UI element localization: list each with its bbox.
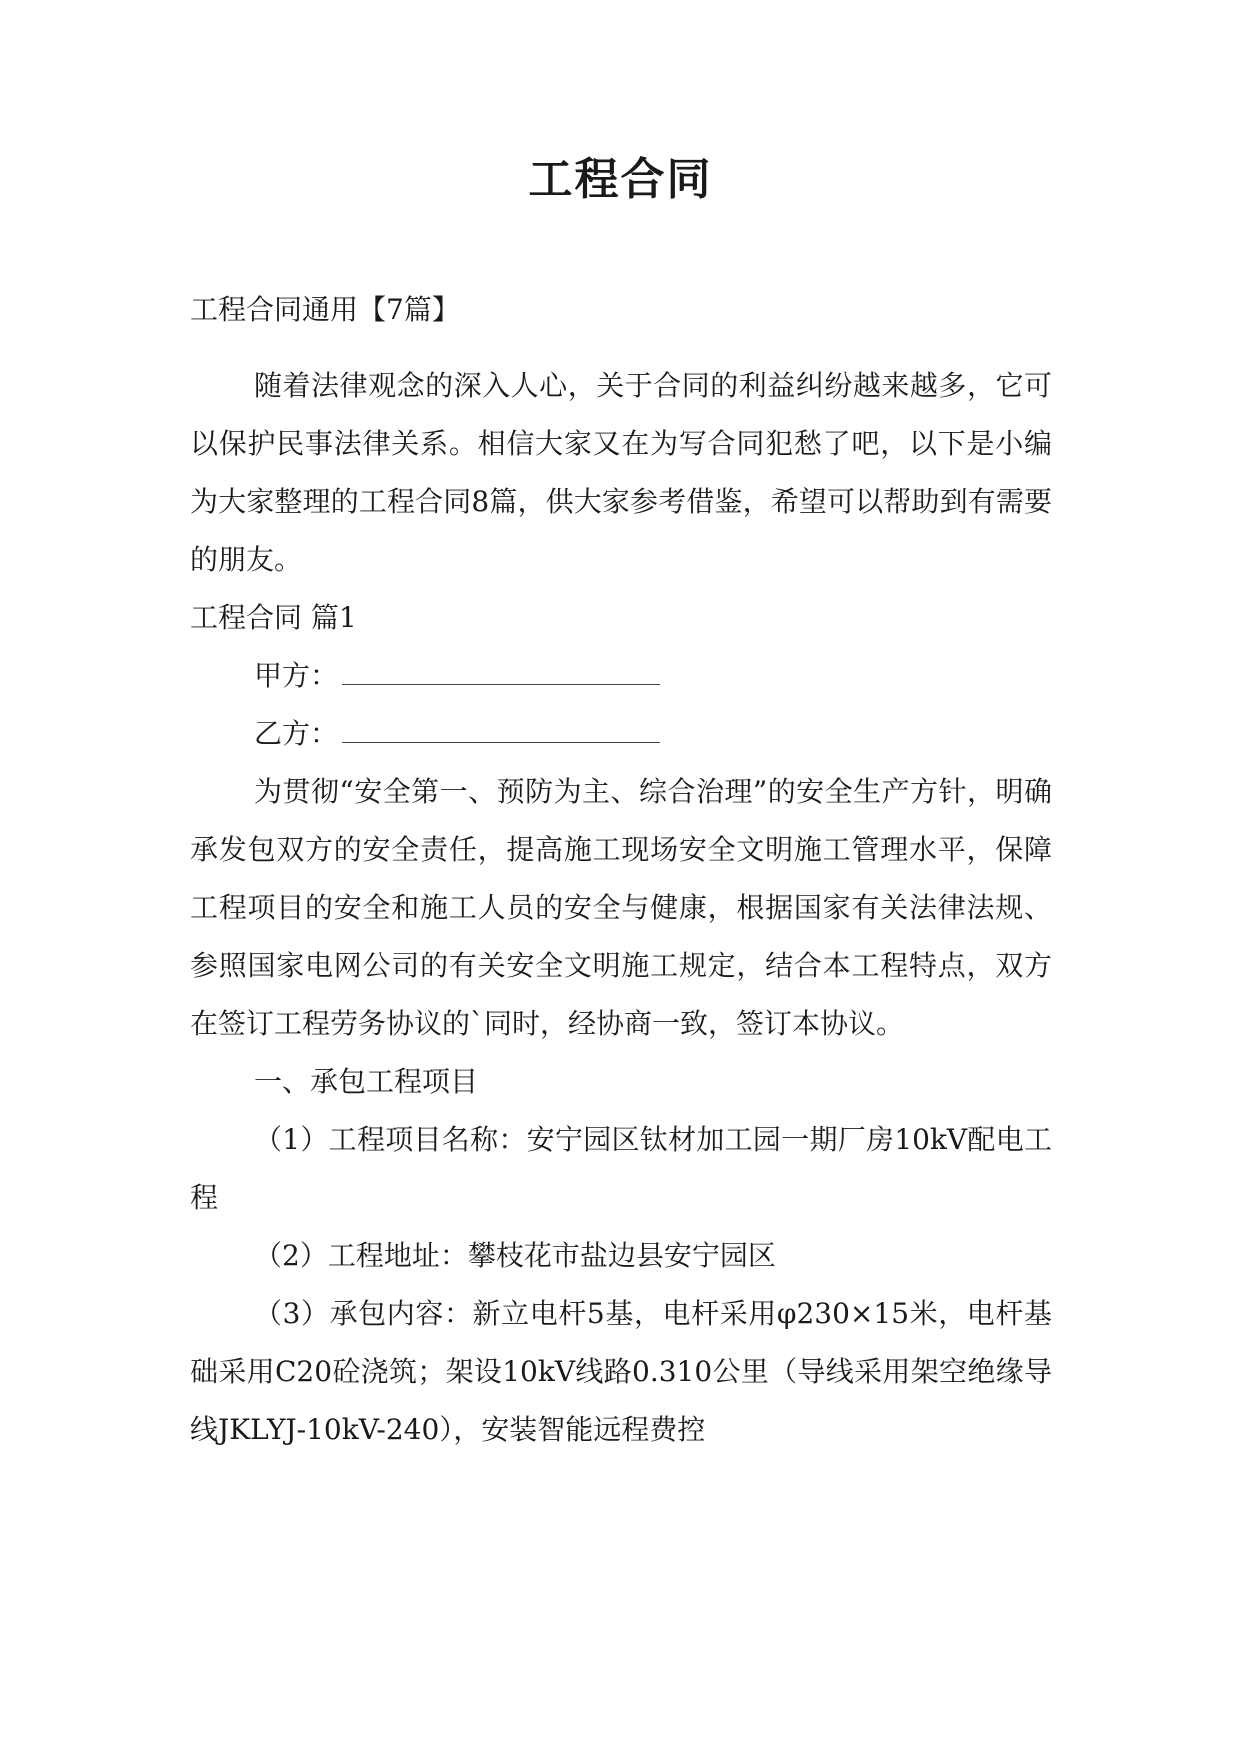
- party-b-line: [190, 705, 1052, 763]
- item-contract-content: （3）承包内容：新立电杆5基，电杆采用φ230×15米，电杆基础采用C20砼浇筑；架设10kV线路0.310公里（导线采用架空绝缘导线JKLYJ-10kV-240），安装智能远程费控: [190, 1297, 1052, 1446]
- document-subtitle: 工程合同通用【7篇】: [190, 293, 460, 326]
- party-a-blank: [342, 658, 660, 685]
- party-b-blank: [342, 716, 660, 743]
- purpose-paragraph: 为贯彻“安全第一、预防为主、综合治理”的安全生产方针，明确承发包双方的安全责任，提高施工现场安全文明施工管理水平，保障工程项目的安全和施工人员的安全与健康，根据国家有关法律法规、参照国家电网公司的有关安全文明施工规定，结合本工程特点，双方在签订工程劳务协议的`同时，经协商一致，签订本协议。: [190, 775, 1052, 1040]
- party-a-label: 甲方：: [254, 659, 339, 692]
- document-body: [190, 357, 1052, 1459]
- section-heading: 工程合同 篇1: [190, 601, 357, 634]
- item-project-name: （1）工程项目名称：安宁园区钛材加工园一期厂房10kV配电工程: [190, 1123, 1052, 1214]
- clause-heading: 一、承包工程项目: [254, 1065, 479, 1098]
- item-project-address: （2）工程地址：攀枝花市盐边县安宁园区: [254, 1239, 776, 1272]
- party-b-label: 乙方：: [254, 717, 339, 750]
- intro-paragraph: 随着法律观念的深入人心，关于合同的利益纠纷越来越多，它可以保护民事法律关系。相信大家又在为写合同犯愁了吧，以下是小编为大家整理的工程合同8篇，供大家参考借鉴，希望可以帮助到有需要的朋友。: [190, 369, 1052, 576]
- document-title: 工程合同: [528, 154, 713, 205]
- party-a-line: [190, 647, 1052, 705]
